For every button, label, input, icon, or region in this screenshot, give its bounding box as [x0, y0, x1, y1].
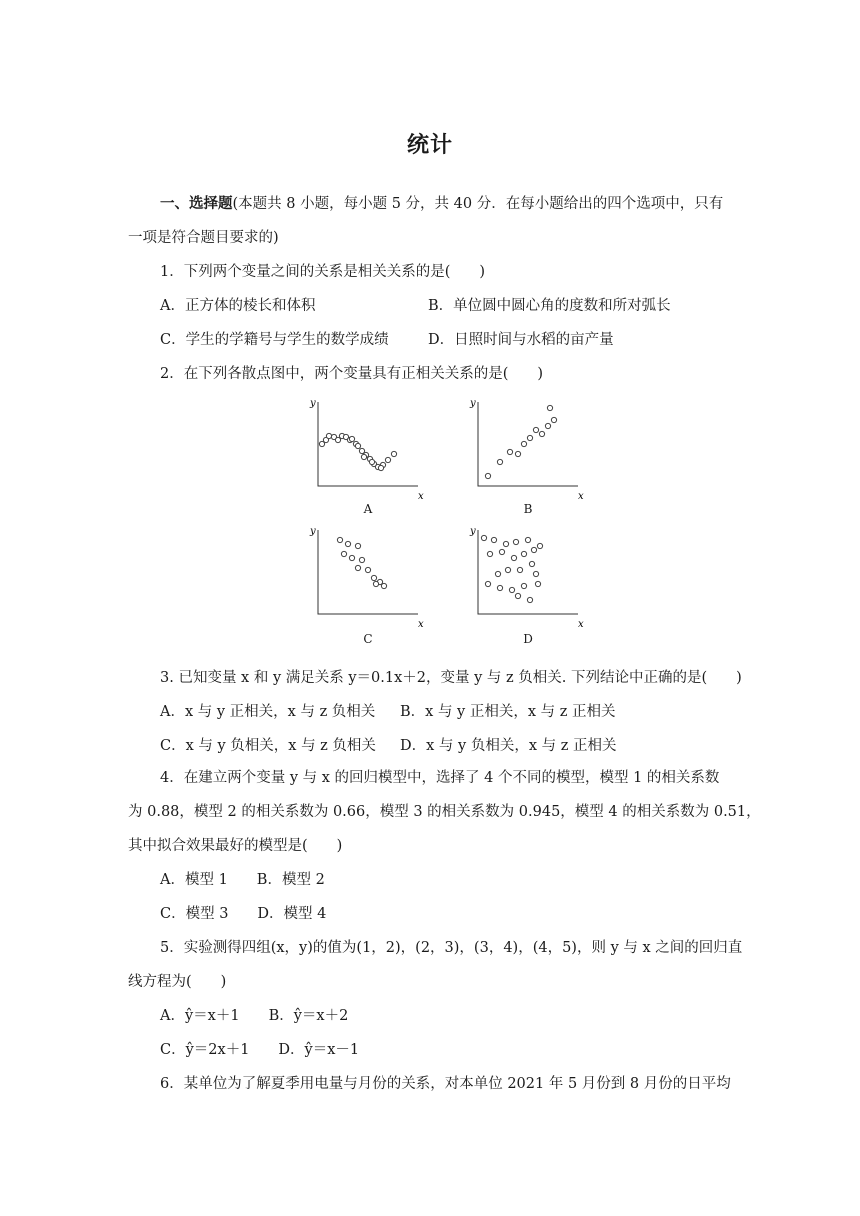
section-header [160, 194, 723, 214]
q6-line-1: 6．某单位为了解夏季用电量与月份的关系，对本单位 2021 年 5 月份到 8 月份的日平均 [160, 1076, 731, 1092]
scatter-a-x-label: x [418, 491, 424, 502]
scatter-d-point [513, 539, 518, 544]
scatter-plots-figure [296, 394, 596, 654]
plot-label-a: A [363, 502, 373, 516]
section-head: 一、选择题 [160, 196, 233, 212]
scatter-d-point [511, 555, 516, 560]
scatter-a-point [391, 451, 396, 456]
scatter-a-point [349, 436, 354, 441]
scatter-b-point [521, 441, 526, 446]
scatter-c-point [373, 581, 378, 586]
scatter-a-point [385, 457, 390, 462]
q5-line-1: 5．实验测得四组(x，y)的值为(1，2)，(2，3)，(3，4)，(4，5)，则 y 与 x 之间的回归直 [160, 940, 743, 956]
scatter-a-point [355, 443, 360, 448]
scatter-d-point [487, 551, 492, 556]
plot-label-c: C [363, 632, 373, 646]
scatter-d-point [503, 541, 508, 546]
scatter-a-y-label: y [310, 398, 316, 409]
scatter-d-point [521, 551, 526, 556]
scatter-c-point [345, 541, 350, 546]
scatter-c-point [355, 565, 360, 570]
scatter-a-axes [318, 402, 418, 486]
scatter-d-point [515, 593, 520, 598]
scatter-a-point [361, 454, 366, 459]
q1-option-b: B．单位圆中圆心角的度数和所对弧长 [428, 298, 671, 314]
scatter-d-point [497, 585, 502, 590]
scatter-b-point [533, 427, 538, 432]
scatter-b-point [545, 423, 550, 428]
q4-line-2: 为 0.88，模型 2 的相关系数为 0.66，模型 3 的相关系数为 0.945，模型 4 的相关系数为 0.51， [128, 804, 761, 820]
scatter-d-point [533, 571, 538, 576]
scatter-c-point [359, 557, 364, 562]
scatter-b-point [527, 435, 532, 440]
q3-option-b: B．x 与 y 正相关，x 与 z 正相关 [400, 704, 616, 720]
scatter-d-point [529, 561, 534, 566]
section-desc-1: (本题共 8 小题，每小题 5 分，共 40 分．在每小题给出的四个选项中，只有 [232, 196, 724, 212]
scatter-c-point [365, 567, 370, 572]
scatter-b-point [539, 431, 544, 436]
scatter-d-point [505, 567, 510, 572]
q1-stem: 1．下列两个变量之间的关系是相关关系的是( ) [160, 264, 486, 280]
scatter-b-point [485, 473, 490, 478]
scatter-d-point [509, 587, 514, 592]
page-title: 统计 [406, 133, 453, 158]
section-desc-2: 一项是符合题目要求的) [128, 230, 279, 246]
q1-option-d: D．日照时间与水稻的亩产量 [428, 332, 614, 348]
scatter-c-point [337, 537, 342, 542]
scatter-b-point [497, 459, 502, 464]
q3-option-a: A．x 与 y 正相关，x 与 z 负相关 [160, 704, 376, 720]
plot-label-b: B [523, 502, 533, 516]
scatter-b-axes [478, 402, 578, 486]
scatter-d-point [525, 537, 530, 542]
scatter-d-x-label: x [578, 619, 584, 630]
scatter-c-point [381, 583, 386, 588]
scatter-b-point [551, 417, 556, 422]
scatter-c-x-label: x [418, 619, 424, 630]
plot-label-d: D [523, 632, 533, 646]
scatter-b-y-label: y [470, 398, 476, 409]
q1-option-a: A．正方体的棱长和体积 [160, 298, 316, 314]
q4-options-cd: C．模型 3 D．模型 4 [160, 906, 327, 922]
q5-options-ab: A．ŷ＝x＋1 B．ŷ＝x＋2 [160, 1008, 349, 1024]
q3-stem: 3. 已知变量 x 和 y 满足关系 y＝0.1x＋2，变量 y 与 z 负相关. 下列结论中正确的是( ) [160, 670, 742, 686]
q4-options-ab: A．模型 1 B．模型 2 [160, 872, 325, 888]
scatter-d-point [491, 537, 496, 542]
scatter-d-point [481, 535, 486, 540]
scatter-b-x-label: x [578, 491, 584, 502]
scatter-d-point [537, 543, 542, 548]
scatter-a-point [369, 459, 374, 464]
scatter-c-point [341, 551, 346, 556]
scatter-b-point [515, 451, 520, 456]
scatter-c-point [355, 543, 360, 548]
q5-options-cd: C．ŷ＝2x＋1 D．ŷ＝x－1 [160, 1042, 360, 1058]
scatter-b-point [507, 449, 512, 454]
scatter-d-point [485, 581, 490, 586]
scatter-d-y-label: y [470, 526, 476, 537]
scatter-a-point [378, 465, 383, 470]
q3-option-d: D．x 与 y 负相关，x 与 z 正相关 [400, 738, 617, 754]
q4-line-1: 4．在建立两个变量 y 与 x 的回归模型中，选择了 4 个不同的模型，模型 1 的相关系数 [160, 770, 720, 786]
scatter-b-point [547, 405, 552, 410]
scatter-d-point [495, 571, 500, 576]
scatter-d-point [535, 581, 540, 586]
scatter-d-point [527, 597, 532, 602]
q5-line-2: 线方程为( ) [128, 974, 227, 990]
q2-stem: 2．在下列各散点图中，两个变量具有正相关关系的是( ) [160, 366, 544, 382]
scatter-d-point [499, 549, 504, 554]
scatter-c-point [371, 575, 376, 580]
scatter-a-point [326, 433, 331, 438]
scatter-d-point [531, 547, 536, 552]
scatter-c-y-label: y [310, 526, 316, 537]
scatter-c-point [349, 555, 354, 560]
q4-line-3: 其中拟合效果最好的模型是( ) [128, 838, 343, 854]
scatter-d-point [517, 567, 522, 572]
q3-option-c: C．x 与 y 负相关，x 与 z 负相关 [160, 738, 376, 754]
scatter-d-point [521, 583, 526, 588]
q1-option-c: C．学生的学籍号与学生的数学成绩 [160, 332, 389, 348]
